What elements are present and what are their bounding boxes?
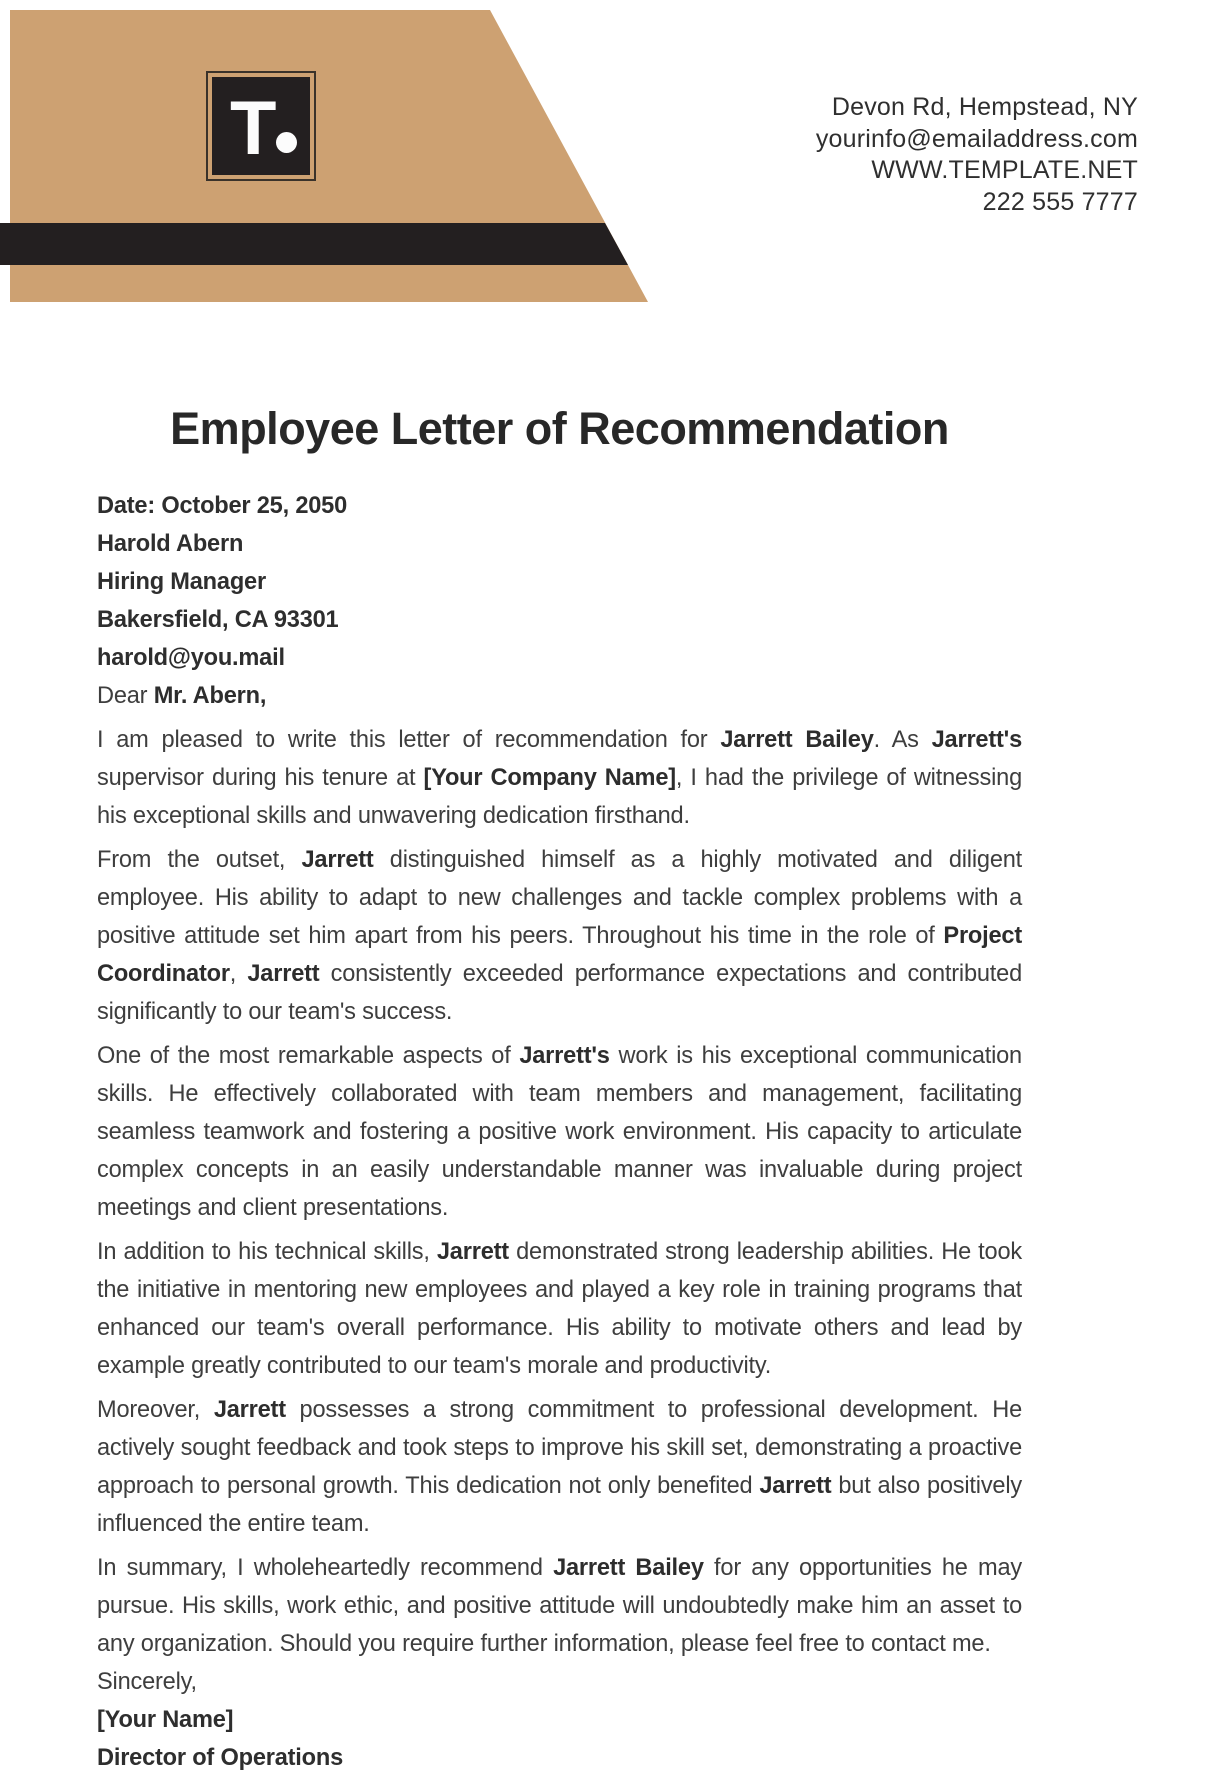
letter-paragraph: In addition to his technical skills, Jarrett demonstrated strong leadership abilities. He took the initiative in mentoring new employees and played a key role in training programs that enhanced our team's overall performance. His ability to motivate others and lead by example greatly contributed to our team's morale and productivity. xyxy=(97,1239,1022,1379)
letter-paragraph: Dear Mr. Abern, xyxy=(97,683,267,709)
letter-paragraphs xyxy=(97,677,1022,1663)
page-title: Employee Letter of Recommendation xyxy=(170,403,949,454)
contact-address: Devon Rd, Hempstead, NY xyxy=(831,93,1138,121)
letter-paragraph: In summary, I wholeheartedly recommend Jarrett Bailey for any opportunities he may pursue. His skills, work ethic, and positive attitude will undoubtedly make him an asset to any organization. Should you require further information, please feel free to contact me. xyxy=(97,1555,1022,1657)
recipient-location: Bakersfield, CA 93301 xyxy=(97,607,339,633)
date-line: Date: October 25, 2050 xyxy=(97,493,348,519)
contact-info-block xyxy=(816,92,1138,218)
signature-role: Director of Operations xyxy=(97,1745,343,1771)
letter-body xyxy=(97,487,1022,1777)
letterhead-banner xyxy=(0,0,1220,302)
recipient-email: harold@you.mail xyxy=(97,645,285,671)
recipient-name: Harold Abern xyxy=(97,531,244,557)
letter-meta-block xyxy=(97,487,1022,677)
brand-logo xyxy=(206,71,316,181)
letter-paragraph: One of the most remarkable aspects of Jarrett's work is his exceptional communication skills. He effectively collaborated with team members and management, facilitating seamless teamwork and fostering a positive work environment. His capacity to articulate complex concepts in an easily understandable manner was invaluable during project meetings and client presentations. xyxy=(97,1043,1022,1221)
signature-name: [Your Name] xyxy=(97,1707,234,1733)
logo-box xyxy=(212,77,310,175)
logo-dot-icon xyxy=(276,132,297,153)
contact-website: WWW.TEMPLATE.NET xyxy=(871,156,1138,184)
letter-paragraph: Moreover, Jarrett possesses a strong commitment to professional development. He actively sought feedback and took steps to improve his skill set, demonstrating a proactive approach to personal growth. This dedication not only benefited Jarrett but also positively influenced the entire team. xyxy=(97,1397,1022,1537)
letter-paragraph: I am pleased to write this letter of recommendation for Jarrett Bailey. As Jarrett's supervisor during his tenure at [Your Company Name], I had the privilege of witnessing his exceptional skills and unwavering dedication firsthand. xyxy=(97,727,1023,829)
closing-line: Sincerely, xyxy=(97,1669,197,1695)
contact-email: yourinfo@emailaddress.com xyxy=(815,124,1138,153)
contact-phone: 222 555 7777 xyxy=(982,187,1138,216)
recipient-role: Hiring Manager xyxy=(97,569,266,595)
letter-paragraph: From the outset, Jarrett distinguished himself as a highly motivated and diligent employee. His ability to adapt to new challenges and tackle complex problems with a positive attitude set him apart from his peers. Throughout his time in the role of Project Coordinator, Jarrett consistently exceeded performance expectations and contributed significantly to our team's success. xyxy=(97,847,1023,1025)
logo-letter: T xyxy=(230,86,276,171)
